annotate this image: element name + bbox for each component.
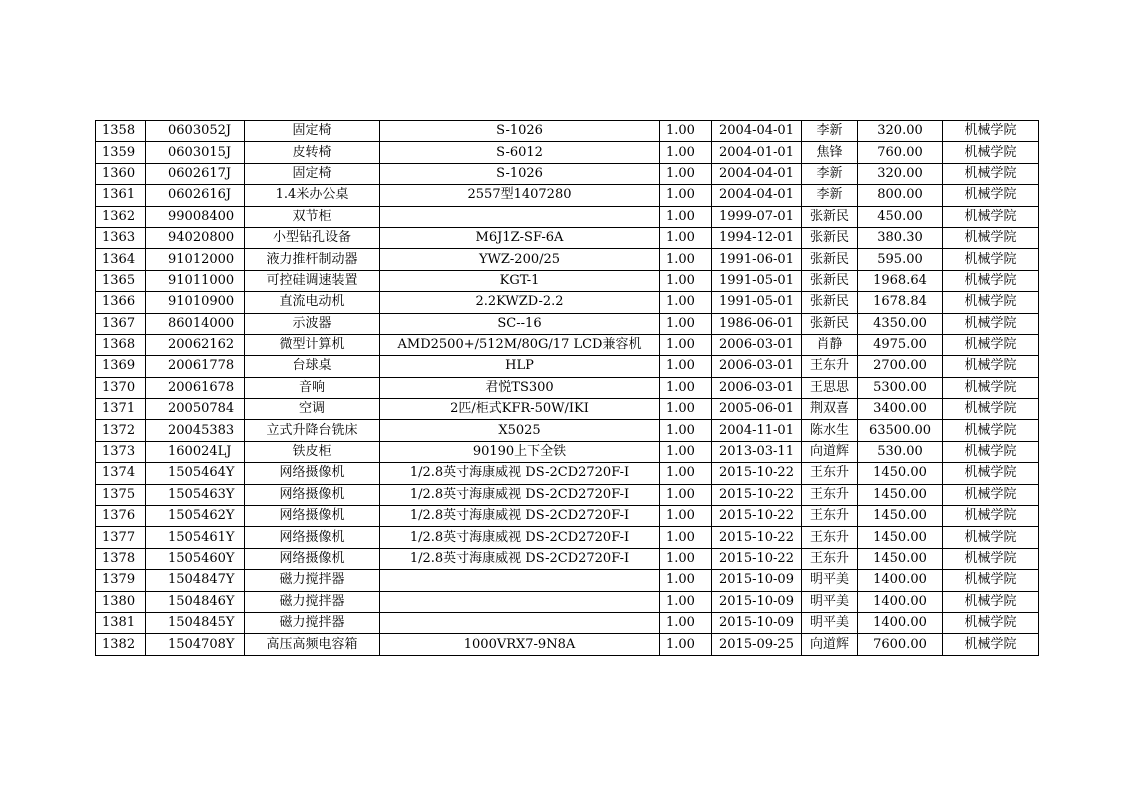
purchase-date-cell: 2015-10-22: [712, 484, 802, 505]
qty-cell: 1.00: [660, 270, 712, 291]
price-cell: 1450.00: [858, 463, 943, 484]
model-spec-cell: HLP: [380, 356, 660, 377]
purchase-date-cell: 1986-06-01: [712, 313, 802, 334]
seq-cell: 1377: [96, 527, 146, 548]
seq-cell: 1374: [96, 463, 146, 484]
asset-code-cell: 20045383: [146, 420, 245, 441]
seq-cell: 1358: [96, 121, 146, 142]
model-spec-cell: 1/2.8英寸海康威视 DS-2CD2720F-I: [380, 527, 660, 548]
table-row: [96, 356, 1039, 377]
seq-cell: 1364: [96, 249, 146, 270]
purchase-date-cell: 2004-04-01: [712, 185, 802, 206]
qty-cell: 1.00: [660, 570, 712, 591]
seq-cell: 1362: [96, 206, 146, 227]
price-cell: 595.00: [858, 249, 943, 270]
qty-cell: 1.00: [660, 484, 712, 505]
asset-name-cell: 微型计算机: [245, 334, 380, 355]
seq-cell: 1379: [96, 570, 146, 591]
asset-code-cell: 99008400: [146, 206, 245, 227]
custodian-cell: 王东升: [802, 527, 858, 548]
model-spec-cell: 1/2.8英寸海康威视 DS-2CD2720F-I: [380, 463, 660, 484]
custodian-cell: 李新: [802, 121, 858, 142]
asset-code-cell: 1505461Y: [146, 527, 245, 548]
qty-cell: 1.00: [660, 506, 712, 527]
asset-name-cell: 音响: [245, 377, 380, 398]
table-row: [96, 270, 1039, 291]
asset-code-cell: 1504847Y: [146, 570, 245, 591]
department-cell: 机械学院: [943, 506, 1039, 527]
purchase-date-cell: 1994-12-01: [712, 227, 802, 248]
department-cell: 机械学院: [943, 334, 1039, 355]
department-cell: 机械学院: [943, 441, 1039, 462]
table-row: [96, 227, 1039, 248]
asset-code-cell: 160024LJ: [146, 441, 245, 462]
custodian-cell: 王东升: [802, 484, 858, 505]
purchase-date-cell: 2006-03-01: [712, 334, 802, 355]
asset-name-cell: 磁力搅拌器: [245, 570, 380, 591]
seq-cell: 1371: [96, 399, 146, 420]
asset-code-cell: 0603015J: [146, 142, 245, 163]
price-cell: 2700.00: [858, 356, 943, 377]
qty-cell: 1.00: [660, 356, 712, 377]
custodian-cell: 张新民: [802, 292, 858, 313]
asset-name-cell: 空调: [245, 399, 380, 420]
model-spec-cell: YWZ-200/25: [380, 249, 660, 270]
asset-name-cell: 高压高频电容箱: [245, 634, 380, 655]
asset-code-cell: 0603052J: [146, 121, 245, 142]
purchase-date-cell: 2015-10-22: [712, 506, 802, 527]
department-cell: 机械学院: [943, 527, 1039, 548]
asset-name-cell: 可控硅调速装置: [245, 270, 380, 291]
custodian-cell: 向道辉: [802, 441, 858, 462]
price-cell: 1678.84: [858, 292, 943, 313]
custodian-cell: 张新民: [802, 249, 858, 270]
purchase-date-cell: 1999-07-01: [712, 206, 802, 227]
custodian-cell: 王东升: [802, 463, 858, 484]
department-cell: 机械学院: [943, 612, 1039, 633]
asset-code-cell: 91010900: [146, 292, 245, 313]
asset-name-cell: 网络摄像机: [245, 484, 380, 505]
qty-cell: 1.00: [660, 142, 712, 163]
purchase-date-cell: 2004-04-01: [712, 121, 802, 142]
price-cell: 1968.64: [858, 270, 943, 291]
department-cell: 机械学院: [943, 121, 1039, 142]
asset-table-body: [96, 121, 1039, 656]
asset-code-cell: 1504708Y: [146, 634, 245, 655]
model-spec-cell: S-6012: [380, 142, 660, 163]
asset-code-cell: 1504846Y: [146, 591, 245, 612]
price-cell: 320.00: [858, 121, 943, 142]
seq-cell: 1372: [96, 420, 146, 441]
department-cell: 机械学院: [943, 356, 1039, 377]
asset-code-cell: 0602616J: [146, 185, 245, 206]
qty-cell: 1.00: [660, 249, 712, 270]
asset-code-cell: 1505460Y: [146, 548, 245, 569]
price-cell: 1450.00: [858, 548, 943, 569]
table-row: [96, 163, 1039, 184]
purchase-date-cell: 2015-10-22: [712, 527, 802, 548]
qty-cell: 1.00: [660, 634, 712, 655]
price-cell: 450.00: [858, 206, 943, 227]
qty-cell: 1.00: [660, 612, 712, 633]
purchase-date-cell: 2013-03-11: [712, 441, 802, 462]
seq-cell: 1367: [96, 313, 146, 334]
model-spec-cell: 1/2.8英寸海康威视 DS-2CD2720F-I: [380, 506, 660, 527]
qty-cell: 1.00: [660, 420, 712, 441]
custodian-cell: 张新民: [802, 227, 858, 248]
qty-cell: 1.00: [660, 441, 712, 462]
table-row: [96, 420, 1039, 441]
purchase-date-cell: 2004-01-01: [712, 142, 802, 163]
model-spec-cell: [380, 570, 660, 591]
model-spec-cell: [380, 591, 660, 612]
price-cell: 1450.00: [858, 527, 943, 548]
model-spec-cell: S-1026: [380, 163, 660, 184]
custodian-cell: 张新民: [802, 270, 858, 291]
seq-cell: 1366: [96, 292, 146, 313]
asset-code-cell: 20061678: [146, 377, 245, 398]
custodian-cell: 焦锋: [802, 142, 858, 163]
model-spec-cell: 90190上下全铁: [380, 441, 660, 462]
department-cell: 机械学院: [943, 227, 1039, 248]
model-spec-cell: 君悦TS300: [380, 377, 660, 398]
department-cell: 机械学院: [943, 570, 1039, 591]
model-spec-cell: 1/2.8英寸海康威视 DS-2CD2720F-I: [380, 548, 660, 569]
model-spec-cell: 1000VRX7-9N8A: [380, 634, 660, 655]
asset-code-cell: 91012000: [146, 249, 245, 270]
asset-name-cell: 网络摄像机: [245, 527, 380, 548]
department-cell: 机械学院: [943, 292, 1039, 313]
custodian-cell: 李新: [802, 163, 858, 184]
table-row: [96, 313, 1039, 334]
seq-cell: 1382: [96, 634, 146, 655]
table-row: [96, 634, 1039, 655]
price-cell: 1450.00: [858, 506, 943, 527]
seq-cell: 1359: [96, 142, 146, 163]
table-row: [96, 484, 1039, 505]
asset-code-cell: 91011000: [146, 270, 245, 291]
table-row: [96, 121, 1039, 142]
price-cell: 7600.00: [858, 634, 943, 655]
model-spec-cell: AMD2500+/512M/80G/17 LCD兼容机: [380, 334, 660, 355]
department-cell: 机械学院: [943, 548, 1039, 569]
model-spec-cell: 2557型1407280: [380, 185, 660, 206]
purchase-date-cell: 2005-06-01: [712, 399, 802, 420]
model-spec-cell: [380, 206, 660, 227]
custodian-cell: 荆双喜: [802, 399, 858, 420]
custodian-cell: 王思思: [802, 377, 858, 398]
qty-cell: 1.00: [660, 334, 712, 355]
model-spec-cell: [380, 612, 660, 633]
price-cell: 380.30: [858, 227, 943, 248]
model-spec-cell: 2.2KWZD-2.2: [380, 292, 660, 313]
qty-cell: 1.00: [660, 399, 712, 420]
table-row: [96, 292, 1039, 313]
purchase-date-cell: 2015-10-22: [712, 463, 802, 484]
purchase-date-cell: 2015-10-09: [712, 591, 802, 612]
model-spec-cell: 2匹/柜式KFR-50W/IKI: [380, 399, 660, 420]
qty-cell: 1.00: [660, 548, 712, 569]
custodian-cell: 张新民: [802, 313, 858, 334]
seq-cell: 1370: [96, 377, 146, 398]
qty-cell: 1.00: [660, 163, 712, 184]
seq-cell: 1375: [96, 484, 146, 505]
asset-code-cell: 1505462Y: [146, 506, 245, 527]
purchase-date-cell: 2015-10-22: [712, 548, 802, 569]
qty-cell: 1.00: [660, 313, 712, 334]
model-spec-cell: SC--16: [380, 313, 660, 334]
table-row: [96, 612, 1039, 633]
department-cell: 机械学院: [943, 463, 1039, 484]
purchase-date-cell: 1991-05-01: [712, 292, 802, 313]
asset-name-cell: 磁力搅拌器: [245, 612, 380, 633]
qty-cell: 1.00: [660, 227, 712, 248]
seq-cell: 1369: [96, 356, 146, 377]
asset-name-cell: 网络摄像机: [245, 506, 380, 527]
asset-name-cell: 示波器: [245, 313, 380, 334]
purchase-date-cell: 1991-05-01: [712, 270, 802, 291]
custodian-cell: 陈水生: [802, 420, 858, 441]
price-cell: 63500.00: [858, 420, 943, 441]
seq-cell: 1376: [96, 506, 146, 527]
department-cell: 机械学院: [943, 163, 1039, 184]
model-spec-cell: M6J1Z-SF-6A: [380, 227, 660, 248]
department-cell: 机械学院: [943, 270, 1039, 291]
asset-name-cell: 固定椅: [245, 121, 380, 142]
asset-name-cell: 磁力搅拌器: [245, 591, 380, 612]
asset-name-cell: 网络摄像机: [245, 548, 380, 569]
table-row: [96, 249, 1039, 270]
model-spec-cell: KGT-1: [380, 270, 660, 291]
model-spec-cell: S-1026: [380, 121, 660, 142]
custodian-cell: 王东升: [802, 548, 858, 569]
asset-code-cell: 1504845Y: [146, 612, 245, 633]
purchase-date-cell: 2015-09-25: [712, 634, 802, 655]
price-cell: 320.00: [858, 163, 943, 184]
table-row: [96, 399, 1039, 420]
table-row: [96, 377, 1039, 398]
table-row: [96, 206, 1039, 227]
table-row: [96, 506, 1039, 527]
price-cell: 3400.00: [858, 399, 943, 420]
asset-code-cell: 1505463Y: [146, 484, 245, 505]
qty-cell: 1.00: [660, 121, 712, 142]
asset-name-cell: 小型钻孔设备: [245, 227, 380, 248]
seq-cell: 1361: [96, 185, 146, 206]
department-cell: 机械学院: [943, 206, 1039, 227]
table-row: [96, 334, 1039, 355]
qty-cell: 1.00: [660, 463, 712, 484]
asset-code-cell: 20062162: [146, 334, 245, 355]
table-row: [96, 570, 1039, 591]
purchase-date-cell: 2006-03-01: [712, 377, 802, 398]
department-cell: 机械学院: [943, 377, 1039, 398]
seq-cell: 1365: [96, 270, 146, 291]
asset-name-cell: 铁皮柜: [245, 441, 380, 462]
qty-cell: 1.00: [660, 206, 712, 227]
seq-cell: 1380: [96, 591, 146, 612]
price-cell: 1400.00: [858, 570, 943, 591]
price-cell: 5300.00: [858, 377, 943, 398]
asset-code-cell: 20061778: [146, 356, 245, 377]
price-cell: 4350.00: [858, 313, 943, 334]
price-cell: 1400.00: [858, 591, 943, 612]
table-row: [96, 142, 1039, 163]
asset-name-cell: 双节柜: [245, 206, 380, 227]
qty-cell: 1.00: [660, 527, 712, 548]
custodian-cell: 向道辉: [802, 634, 858, 655]
department-cell: 机械学院: [943, 634, 1039, 655]
model-spec-cell: X5025: [380, 420, 660, 441]
department-cell: 机械学院: [943, 185, 1039, 206]
asset-name-cell: 液力推杆制动器: [245, 249, 380, 270]
price-cell: 800.00: [858, 185, 943, 206]
department-cell: 机械学院: [943, 142, 1039, 163]
asset-name-cell: 固定椅: [245, 163, 380, 184]
purchase-date-cell: 1991-06-01: [712, 249, 802, 270]
asset-code-cell: 0602617J: [146, 163, 245, 184]
table-row: [96, 591, 1039, 612]
price-cell: 1450.00: [858, 484, 943, 505]
seq-cell: 1381: [96, 612, 146, 633]
custodian-cell: 李新: [802, 185, 858, 206]
asset-code-cell: 86014000: [146, 313, 245, 334]
price-cell: 1400.00: [858, 612, 943, 633]
table-row: [96, 185, 1039, 206]
asset-name-cell: 台球桌: [245, 356, 380, 377]
asset-name-cell: 立式升降台铣床: [245, 420, 380, 441]
purchase-date-cell: 2015-10-09: [712, 612, 802, 633]
custodian-cell: 明平美: [802, 570, 858, 591]
purchase-date-cell: 2004-11-01: [712, 420, 802, 441]
table-row: [96, 441, 1039, 462]
qty-cell: 1.00: [660, 185, 712, 206]
purchase-date-cell: 2015-10-09: [712, 570, 802, 591]
asset-code-cell: 94020800: [146, 227, 245, 248]
table-row: [96, 527, 1039, 548]
price-cell: 760.00: [858, 142, 943, 163]
qty-cell: 1.00: [660, 292, 712, 313]
seq-cell: 1360: [96, 163, 146, 184]
qty-cell: 1.00: [660, 377, 712, 398]
seq-cell: 1373: [96, 441, 146, 462]
custodian-cell: 王东升: [802, 506, 858, 527]
model-spec-cell: 1/2.8英寸海康威视 DS-2CD2720F-I: [380, 484, 660, 505]
department-cell: 机械学院: [943, 484, 1039, 505]
price-cell: 4975.00: [858, 334, 943, 355]
purchase-date-cell: 2006-03-01: [712, 356, 802, 377]
custodian-cell: 肖静: [802, 334, 858, 355]
custodian-cell: 明平美: [802, 612, 858, 633]
asset-name-cell: 1.4米办公桌: [245, 185, 380, 206]
asset-table: [95, 120, 1039, 656]
department-cell: 机械学院: [943, 399, 1039, 420]
custodian-cell: 王东升: [802, 356, 858, 377]
price-cell: 530.00: [858, 441, 943, 462]
seq-cell: 1378: [96, 548, 146, 569]
custodian-cell: 张新民: [802, 206, 858, 227]
department-cell: 机械学院: [943, 591, 1039, 612]
table-row: [96, 463, 1039, 484]
purchase-date-cell: 2004-04-01: [712, 163, 802, 184]
department-cell: 机械学院: [943, 420, 1039, 441]
asset-code-cell: 1505464Y: [146, 463, 245, 484]
asset-name-cell: 网络摄像机: [245, 463, 380, 484]
asset-code-cell: 20050784: [146, 399, 245, 420]
qty-cell: 1.00: [660, 591, 712, 612]
department-cell: 机械学院: [943, 249, 1039, 270]
table-row: [96, 548, 1039, 569]
asset-name-cell: 直流电动机: [245, 292, 380, 313]
department-cell: 机械学院: [943, 313, 1039, 334]
asset-name-cell: 皮转椅: [245, 142, 380, 163]
custodian-cell: 明平美: [802, 591, 858, 612]
seq-cell: 1368: [96, 334, 146, 355]
seq-cell: 1363: [96, 227, 146, 248]
